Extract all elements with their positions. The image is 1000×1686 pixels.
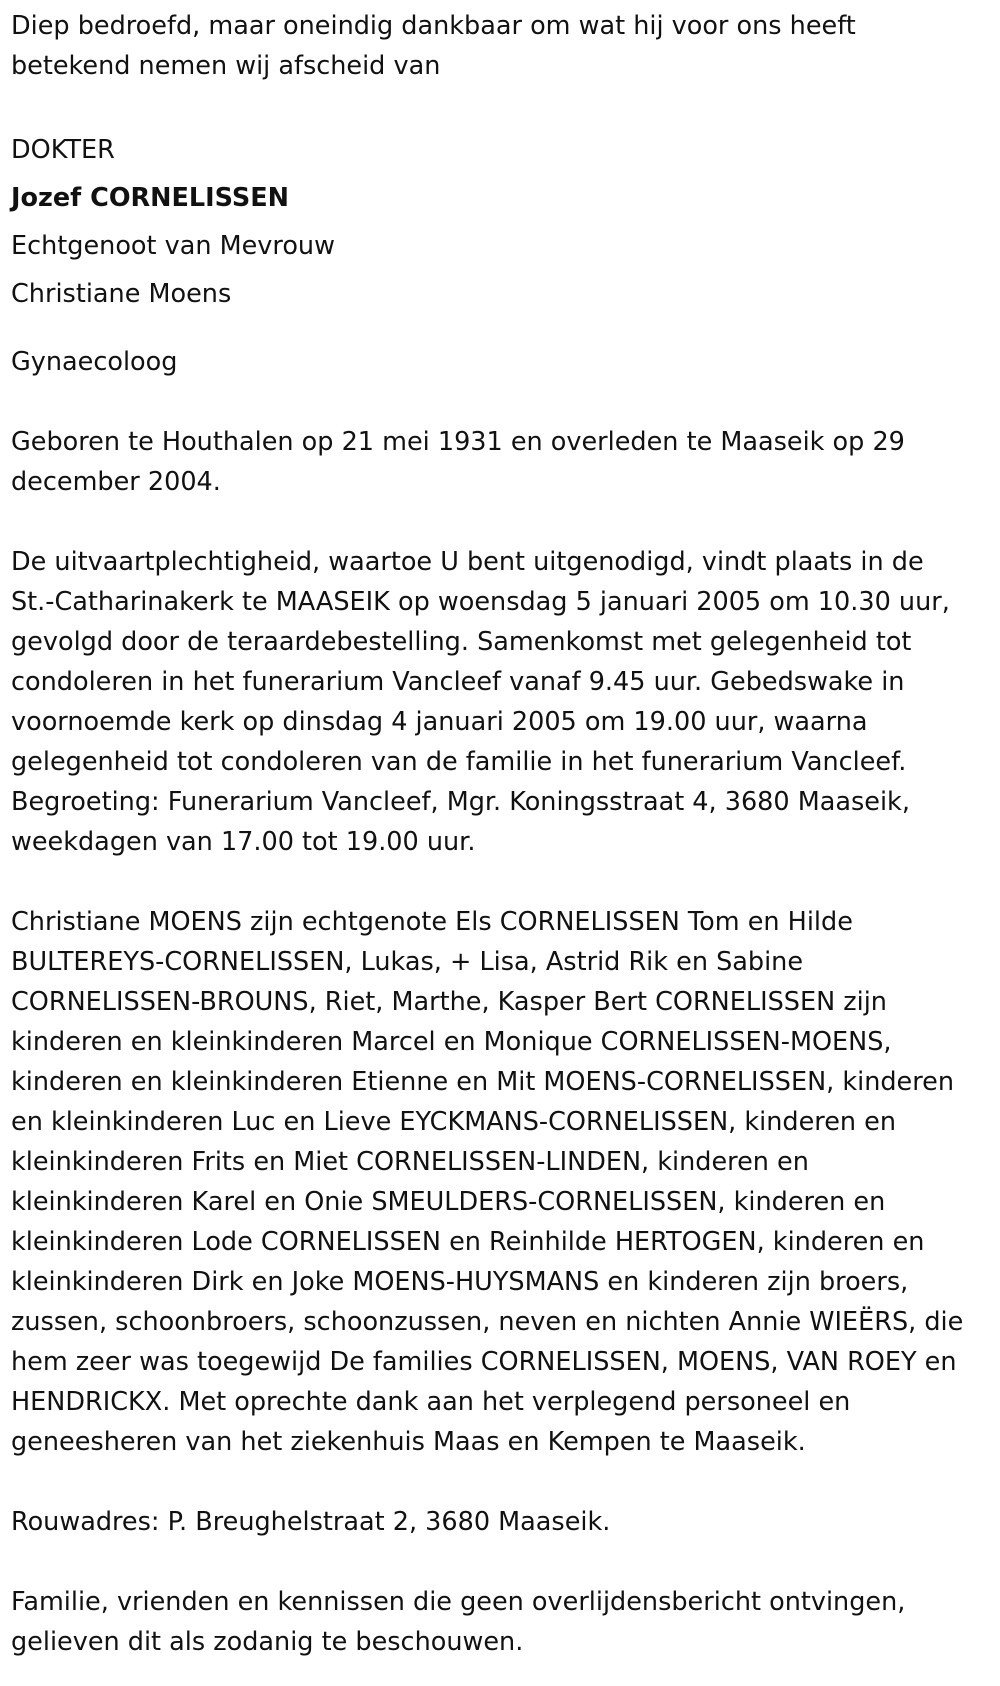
family-line: geneesheren van het ziekenhuis Maas en Kempen te Maaseik. bbox=[11, 1427, 806, 1457]
address-line: Rouwadres: P. Breughelstraat 2, 3680 Maaseik. bbox=[11, 1507, 611, 1537]
family-line: CORNELISSEN-BROUNS, Riet, Marthe, Kasper Bert CORNELISSEN zijn bbox=[11, 987, 887, 1017]
family-line: BULTEREYS-CORNELISSEN, Lukas, + Lisa, Astrid Rik en Sabine bbox=[11, 947, 804, 977]
title: DOKTER bbox=[11, 135, 115, 165]
ceremony-line: De uitvaartplechtigheid, waartoe U bent uitgenodigd, vindt plaats in de bbox=[11, 547, 924, 577]
family-line: kleinkinderen Frits en Miet CORNELISSEN-LINDEN, kinderen en bbox=[11, 1147, 809, 1177]
profession-text: Gynaecoloog bbox=[11, 347, 178, 377]
family-line: kinderen en kleinkinderen Marcel en Monique CORNELISSEN-MOENS, bbox=[11, 1027, 892, 1057]
closing-line: gelieven dit als zodanig te beschouwen. bbox=[11, 1627, 524, 1657]
ceremony-paragraph bbox=[11, 542, 1000, 862]
family-line: en kleinkinderen Luc en Lieve EYCKMANS-CORNELISSEN, kinderen en bbox=[11, 1107, 897, 1137]
spouse-line-1: Echtgenoot van Mevrouw bbox=[11, 231, 335, 261]
ceremony-line: gelegenheid tot condoleren van de familie in het funerarium Vancleef. bbox=[11, 747, 907, 777]
closing-paragraph bbox=[11, 1582, 1000, 1662]
family-line: kinderen en kleinkinderen Etienne en Mit MOENS-CORNELISSEN, kinderen bbox=[11, 1067, 955, 1097]
intro-line: betekend nemen wij afscheid van bbox=[11, 51, 441, 81]
ceremony-line: weekdagen van 17.00 tot 19.00 uur. bbox=[11, 827, 476, 857]
closing-line: Familie, vrienden en kennissen die geen overlijdensbericht ontvingen, bbox=[11, 1587, 906, 1617]
family-line: kleinkinderen Dirk en Joke MOENS-HUYSMANS en kinderen zijn broers, bbox=[11, 1267, 909, 1297]
ceremony-line: condoleren in het funerarium Vancleef vanaf 9.45 uur. Gebedswake in bbox=[11, 667, 905, 697]
profession bbox=[11, 342, 1000, 382]
deceased-name: Jozef CORNELISSEN bbox=[11, 183, 289, 213]
family-line: kleinkinderen Lode CORNELISSEN en Reinhilde HERTOGEN, kinderen en bbox=[11, 1227, 925, 1257]
family-paragraph bbox=[11, 902, 1000, 1462]
intro-line: Diep bedroefd, maar oneindig dankbaar om wat hij voor ons heeft bbox=[11, 11, 856, 41]
birth-line: december 2004. bbox=[11, 467, 221, 497]
birth-line: Geboren te Houthalen op 21 mei 1931 en overleden te Maaseik op 29 bbox=[11, 427, 905, 457]
ceremony-line: gevolgd door de teraardebestelling. Samenkomst met gelegenheid tot bbox=[11, 627, 912, 657]
family-line: kleinkinderen Karel en Onie SMEULDERS-CORNELISSEN, kinderen en bbox=[11, 1187, 886, 1217]
birth-paragraph bbox=[11, 422, 1000, 502]
deceased-header bbox=[11, 126, 1000, 318]
ceremony-line: Begroeting: Funerarium Vancleef, Mgr. Koningsstraat 4, 3680 Maaseik, bbox=[11, 787, 910, 817]
spouse-line-2: Christiane Moens bbox=[11, 279, 232, 309]
family-line: Christiane MOENS zijn echtgenote Els CORNELISSEN Tom en Hilde bbox=[11, 907, 853, 937]
ceremony-line: St.-Catharinakerk te MAASEIK op woensdag 5 januari 2005 om 10.30 uur, bbox=[11, 587, 950, 617]
family-line: hem zeer was toegewijd De families CORNELISSEN, MOENS, VAN ROEY en bbox=[11, 1347, 957, 1377]
ceremony-line: voornoemde kerk op dinsdag 4 januari 2005 om 19.00 uur, waarna bbox=[11, 707, 868, 737]
family-line: zussen, schoonbroers, schoonzussen, neven en nichten Annie WIEËRS, die bbox=[11, 1307, 964, 1337]
intro-paragraph bbox=[11, 6, 1000, 86]
address-paragraph bbox=[11, 1502, 1000, 1542]
family-line: HENDRICKX. Met oprechte dank aan het verplegend personeel en bbox=[11, 1387, 851, 1417]
